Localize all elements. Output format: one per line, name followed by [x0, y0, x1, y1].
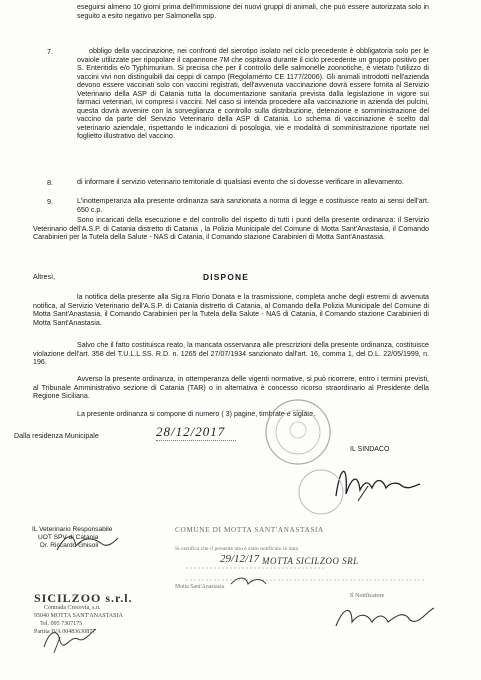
item-9-text: L'inottemperanza alla presente ordinanza sarà sanzionata a norma di legge e costituisce reato ai sensi dell'art. 650 c.p.: [77, 197, 429, 214]
company-stamp-name: SICILZOO s.r.l.: [34, 591, 133, 605]
dispone-heading: DISPONE: [203, 272, 250, 282]
dispone-paragraph-notifica: la notifica della presente alla Sig.ra Florio Donata e la trasmissione, completa anche degli estremi di avvenuta notifica, al Servizio Veterinario dell'A.S.P. di Catania distretto di Catania, al Comando della Polizia Municipale del Comune di Motta Sant'Anastasia, il Comando Carabinieri per la Tutela della Salute - NAS di Catania, il Comando stazione Carabinieri di Motta Sant'Anastasia.: [33, 293, 429, 327]
incaricati-paragraph: Sono incaricati della esecuzione e del controllo del rispetto di tutti i punti della presente ordinanza: il Servizio Veterinario dell'A.S.P. di Catania distretto di Catania , la Polizia Municipale del Comune di Motta Sant'Anastasia, il Comando Carabinieri per la Tutela della Salute - NAS di Catania, il Comando stazione Carabinieri di Motta Sant'Anastasia.: [33, 216, 429, 242]
item-7-text: obbligo della vaccinazione, nei confronti del sierotipo isolato nel ciclo precedente è obbligatoria solo per le ovaiole utilizzate per ripopolare il capannone 7M che ospitava durante il ciclo precedente un gruppo positivo per S. Enteritidis e/o Typhimurium. Si precisa che per il controllo delle salmonelle zoonotiche, è vietato l'utilizzo di vaccini vivi non distinguibili dai ceppi di campo (Regolamento CE 1177/2006). Gli animali introdotti nell'azienda devono essere vaccinati solo con vaccini registrati, dell'avvenuta vaccinazione dovrà essere fornita al Servizio Veterinario della ASP di Catania tutta la documentazione sanitaria prevista dalla legislazione in vigore sui farmaci veterinari, ivi compresi i vaccini. Nel caso si intenda procedere alla vaccinazione in azienda dei pulcini, questa dovrà avvenire con la sorveglianza e controllo sulla distribuzione, detenzione e somministrazione del vaccino da parte del Servizio Veterinario della ASP di Catania. Lo schema di vaccinazione è scelto dal veterinario aziendale, rispettando le indicazioni di posologia, vie e modalità di somministrazione riportate nel foglietto illustrativo del vaccino.: [77, 47, 429, 141]
veterinario-line2: UOT SPV di Catania: [38, 534, 99, 541]
item-number: 9.: [47, 197, 54, 206]
mayor-seal-stamp: [296, 467, 346, 517]
notifier-label: Il Notificatore: [350, 593, 385, 599]
dispone-paragraph-ricorso: Avverso la presente ordinanza, in ottemperanza delle vigenti normative, si può ricorrere, entro i termini previsti, al Tribunale Amministrativo sezione di Catania (TAR) o in alternativa è concesso ricorso straordinario al Presidente della Regione Siciliana.: [33, 375, 429, 401]
notifier-signature: [330, 600, 440, 634]
company-stamp-line2: 95040 MOTTA SANT'ANASTASIA: [34, 613, 123, 619]
company-stamp-line4: Partita IVA 00483630877: [34, 629, 96, 635]
item-number: 7.: [47, 47, 54, 56]
notification-place: Motta Sant'Anastasia: [175, 584, 225, 590]
notification-stamp-header: COMUNE DI MOTTA SANT'ANASTASIA: [175, 525, 324, 534]
notification-certify-line: Si certifica che il presente atto è stato notificato in data: [175, 546, 299, 552]
notification-date: 29/12/17: [220, 553, 260, 565]
veterinarian-signature: [52, 528, 122, 558]
notification-recipient: MOTTA SICILZOO SRL: [262, 556, 359, 566]
company-stamp-line3: Tel. 095 7307175: [40, 621, 83, 627]
pages-note: La presente ordinanza si compone di numero ( 3) pagine, timbrate e siglate.: [77, 410, 316, 418]
veterinario-line1: IL Veterinario Responsabile: [32, 526, 113, 533]
municipal-seal-stamp: [262, 396, 334, 468]
dispone-paragraph-sanzione: Salvo che il fatto costituisca reato, la mancata osservanza alle prescrizioni della presente ordinanza, costituisce violazione dell'art. 358 del T.U.L.L.SS. R.D. n. 1265 del 27/07/1934 sanzionato dall'art. 16, comma 1, del D.L. 22/05/1999, n. 196.: [33, 341, 429, 367]
residenza-label: Dalla residenza Municipale: [14, 432, 99, 440]
sindaco-label: IL SINDACO: [350, 446, 390, 453]
veterinario-line3: Dr. Riccardo Ghisoli: [40, 542, 99, 549]
item-6-continuation: eseguirsi almeno 10 giorni prima dell'immissione dei nuovi gruppi di animali, che può essere autorizzata solo in seguito a esito negativo per Salmonella spp.: [77, 3, 429, 20]
company-stamp-line1: Contrada Crocevia, s.n.: [44, 605, 101, 611]
handwritten-marks: [176, 560, 436, 590]
item-number: 8.: [47, 178, 54, 187]
residenza-date: 28/12/2017: [156, 424, 236, 441]
company-signature: [40, 625, 100, 655]
item-8-text: di informare il servizio veterinario territoriale di qualsiasi evento che si dovesse verificare in allevamento.: [77, 178, 404, 186]
altresi-label: Altresì,: [33, 273, 56, 281]
